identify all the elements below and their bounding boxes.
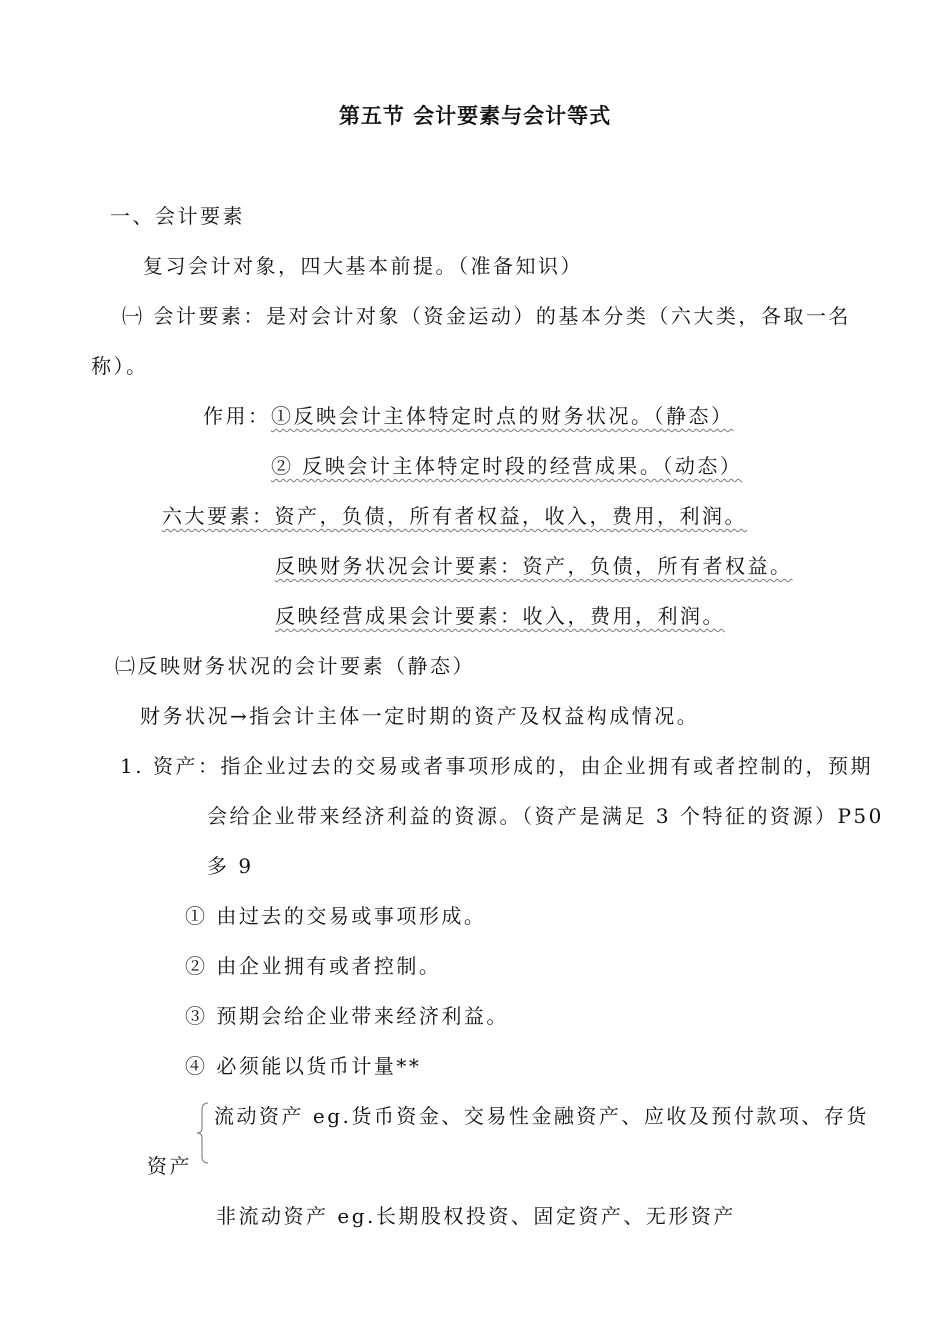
page-title: 第五节 会计要素与会计等式 <box>338 103 612 128</box>
current-assets-line: 流动资产 eg.货币资金、交易性金融资产、应收及预付款项、存货 <box>214 1104 869 1128</box>
function-item-2 <box>271 451 742 481</box>
six-elements-line <box>162 501 747 531</box>
item1-definition-line2: 称）。 <box>91 354 149 378</box>
financial-position-definition: 财务状况→指会计主体一定时期的资产及权益构成情况。 <box>140 704 700 728</box>
asset-definition-line3: 多 9 <box>207 854 254 878</box>
noncurrent-assets-line: 非流动资产 eg.长期股权投资、固定资产、无形资产 <box>216 1204 736 1228</box>
asset-feature-2: ② 由企业拥有或者控制。 <box>185 954 442 978</box>
asset-definition-line1: 1. 资产：指企业过去的交易或者事项形成的，由企业拥有或者控制的，预期 <box>120 754 873 778</box>
function-label: 作用： <box>203 404 271 428</box>
left-brace-icon <box>196 1102 210 1164</box>
asset-feature-4: ④ 必须能以货币计量** <box>185 1054 422 1078</box>
section-heading-accounting-elements: 一、会计要素 <box>110 204 245 228</box>
assets-label: 资产 <box>147 1154 192 1178</box>
item1-definition-line1: ㈠ 会计要素：是对会计对象（资金运动）的基本分类（六大类，各取一名 <box>122 304 851 328</box>
asset-definition-line2: 会给企业带来经济利益的资源。（资产是满足 3 个特征的资源）P50 <box>207 804 884 828</box>
operating-result-elements-text: 反映经营成果会计要素：收入，费用，利润。 <box>275 604 725 628</box>
review-line: 复习会计对象，四大基本前提。（准备知识） <box>143 254 583 278</box>
six-elements-text: 六大要素：资产，负债，所有者权益，收入，费用，利润。 <box>162 504 747 528</box>
financial-position-elements-text: 反映财务状况会计要素：资产，负债，所有者权益。 <box>275 554 793 578</box>
item2-heading: ㈡反映财务状况的会计要素（静态） <box>115 654 475 678</box>
function-item-1-text: ①反映会计主体特定时点的财务状况。（静态） <box>271 404 734 428</box>
function-item-1 <box>271 401 734 431</box>
operating-result-elements-line <box>275 601 725 631</box>
financial-position-elements-line <box>275 551 793 581</box>
asset-feature-3: ③ 预期会给企业带来经济利益。 <box>185 1004 509 1028</box>
asset-feature-1: ① 由过去的交易或事项形成。 <box>185 904 487 928</box>
function-item-2-text: ② 反映会计主体特定时段的经营成果。（动态） <box>271 454 743 478</box>
